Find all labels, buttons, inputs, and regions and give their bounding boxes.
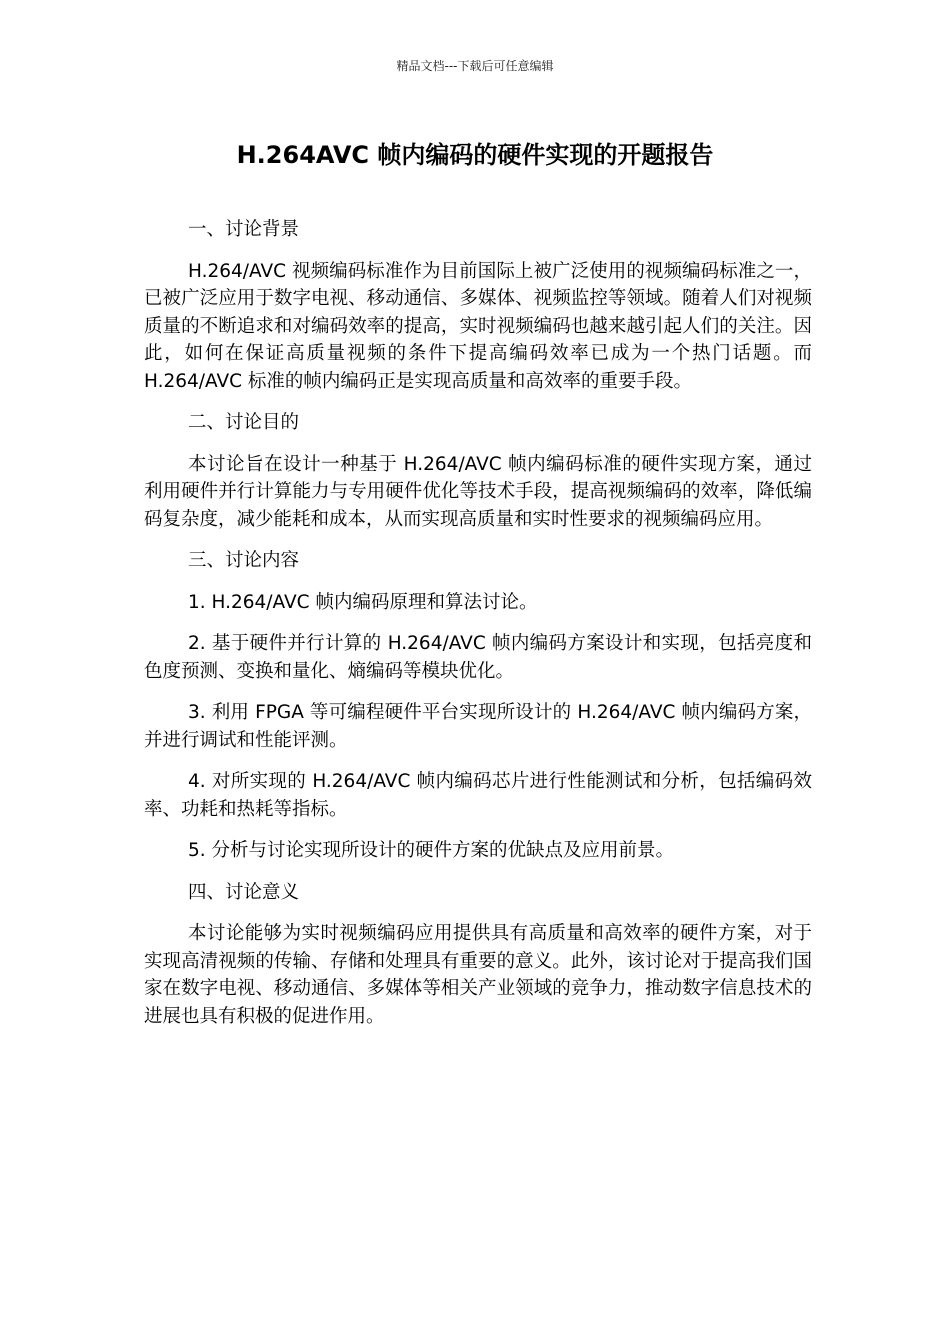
- section-heading-content: 三、讨论内容: [188, 550, 300, 571]
- section-heading-background: 一、讨论背景: [188, 219, 300, 240]
- paragraph-purpose: 本讨论旨在设计一种基于 H.264/AVC 帧内编码标准的硬件实现方案，通过利用硬件并行计算能力与专用硬件优化等技术手段，提高视频编码的效率，降低编码复杂度，减少能耗和成本，从而实现高质量和实时性要求的视频编码应用。: [144, 453, 812, 530]
- paragraph-significance: 本讨论能够为实时视频编码应用提供具有高质量和高效率的硬件方案，对于实现高清视频的传输、存储和处理具有重要的意义。此外，该讨论对于提高我们国家在数字电视、移动通信、多媒体等相关产业领域的竞争力，推动数字信息技术的进展也具有积极的促进作用。: [144, 923, 812, 1027]
- section-heading-purpose: 二、讨论目的: [188, 412, 300, 433]
- paragraph-background: H.264/AVC 视频编码标准作为目前国际上被广泛使用的视频编码标准之一，已被广泛应用于数字电视、移动通信、多媒体、视频监控等领域。随着人们对视频质量的不断追求和对编码效率的提高，实时视频编码也越来越引起人们的关注。因此，如何在保证高质量视频的条件下提高编码效率已成为一个热门话题。而 H.264/AVC 标准的帧内编码正是实现高质量和高效率的重要手段。: [144, 260, 812, 392]
- content-item: 1. H.264/AVC 帧内编码原理和算法讨论。: [188, 591, 538, 613]
- document-body: [144, 216, 812, 1030]
- content-item: 3. 利用 FPGA 等可编程硬件平台实现所设计的 H.264/AVC 帧内编码方案，并进行调试和性能评测。: [144, 702, 812, 751]
- document-title: H.264AVC 帧内编码的硬件实现的开题报告: [236, 141, 714, 169]
- page-header: 精品文档---下载后可任意编辑: [396, 59, 554, 73]
- content-item: 5. 分析与讨论实现所设计的硬件方案的优缺点及应用前景。: [188, 840, 675, 861]
- content-item: 2. 基于硬件并行计算的 H.264/AVC 帧内编码方案设计和实现，包括亮度和色度预测、变换和量化、熵编码等模块优化。: [144, 633, 812, 682]
- content-item: 4. 对所实现的 H.264/AVC 帧内编码芯片进行性能测试和分析，包括编码效率、功耗和热耗等指标。: [144, 771, 812, 820]
- section-heading-significance: 四、讨论意义: [188, 881, 300, 903]
